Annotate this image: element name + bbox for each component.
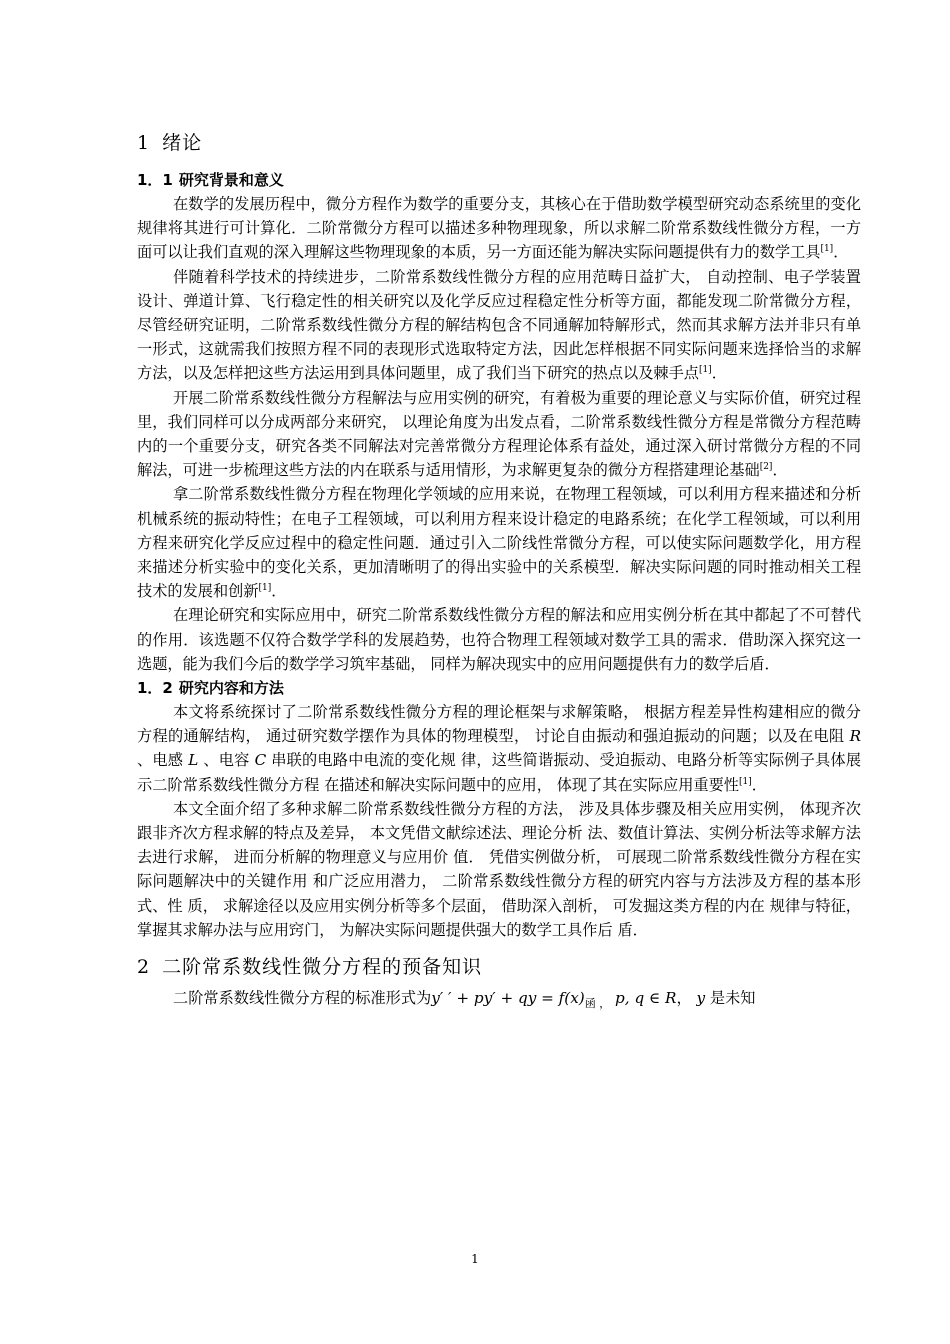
equation-subscript: 函 ，: [584, 997, 611, 1011]
paragraph-text: 、电感: [137, 751, 189, 770]
section-1-heading: [137, 128, 861, 158]
paragraph: [137, 386, 861, 483]
paragraph: [137, 700, 861, 797]
paragraph-text: 、电容: [198, 751, 255, 770]
paragraph-text: 是未知: [705, 989, 756, 1008]
equation: y′ ′ + py′ + qy = f(x): [431, 989, 585, 1008]
equation-condition: p, q ∈ R: [610, 989, 677, 1008]
paragraph: [137, 482, 861, 603]
math-variable-c: C: [254, 751, 267, 770]
section-number: 1: [137, 132, 151, 154]
punctuation: ．: [711, 364, 727, 383]
paragraph: [137, 265, 861, 386]
paragraph-text: 二阶常系数线性微分方程的标准形式为: [173, 989, 432, 1008]
subsection-1-2-heading: [137, 676, 861, 700]
punctuation: ．: [833, 243, 849, 262]
paragraph-text: 本文全面介绍了多种求解二阶常系数线性微分方程的方法， 涉及具体步骤及相关应用实例， 体现齐次跟非齐次方程求解的特点及差异， 本文凭借文献综述法、理论分析 法、数值计算法、实例分析法等求解方法去进行求解， 进而分析解的物理意义与应用价 值． 凭借实例做分析， 可展现二阶常系数线性微分方程在实际问题解决中的关键作用 和广泛应用潜力， 二阶常系数线性微分方程的研究内容与方法涉及方程的基本形式、性 质， 求解途径以及应用实例分析等多个层面， 借助深入剖析， 可发掘这类方程的内在 规律与特征， 掌握其求解办法与应用窍门， 为解决实际问题提供强大的数学工具作后 盾．: [137, 799, 861, 939]
paragraph-text: 伴随着科学技术的持续进步，二阶常系数线性微分方程的应用范畴日益扩大， 自动控制、电子学装置设计、弹道计算、飞行稳定性的相关研究以及化学反应过程稳定性分析等方面，都能发现二阶常微分方程，尽管经研究证明，二阶常系数线性微分方程的解结构包含不同通解加特解形式，然而其求解方法并非只有单一形式，这就需我们按照方程不同的表现形式选取特定方法，因此怎样根据不同实际问题来选择恰当的求解方法，以及怎样把这些方法运用到具体问题里，成了我们当下研究的热点以及棘手点: [137, 267, 861, 383]
section-title: 绪论: [162, 132, 203, 154]
paragraph-text: 在理论研究和实际应用中，研究二阶常系数线性微分方程的解法和应用实例分析在其中都起了不可替代的作用．该选题不仅符合数学学科的发展趋势，也符合物理工程领域对数学工具的需求．借助深入探究这一选题，能为我们今后的数学学习筑牢基础， 同样为解决现实中的应用问题提供有力的数学后盾．: [137, 606, 861, 673]
paragraph: [137, 986, 861, 1016]
subsection-title: 研究背景和意义: [178, 171, 284, 189]
math-variable-r: R: [849, 727, 861, 746]
section-number: 2: [137, 956, 151, 979]
paragraph: [137, 192, 861, 265]
page-number: 1: [471, 1252, 479, 1266]
subsection-number: 1．2: [137, 679, 173, 698]
paragraph-text: 开展二阶常系数线性微分方程解法与应用实例的研究，有着极为重要的理论意义与实际价值，研究过程里，我们同样可以分成两部分来研究， 以理论角度为出发点看，二阶常系数线性微分方程是常微分方程范畴内的一个重要分支，研究各类不同解法对完善常微分方程理论体系有益处，通过深入研讨常微分方程的不同解法，可进一步梳理这些方法的内在联系与适用情形，为求解更复杂的微分方程搭建理论基础: [137, 388, 861, 480]
citation: [2]: [759, 462, 773, 473]
paragraph-text: 拿二阶常系数线性微分方程在物理化学领域的应用来说，在物理工程领域，可以利用方程来描述和分析机械系统的振动特性；在电子工程领域，可以利用方程来设计稳定的电路系统；在化学工程领域，可以利用方程来研究化学反应过程中的稳定性问题．通过引入二阶线性常微分方程，可以使实际问题数学化，用方程来描述分析实验中的变化关系，更加清晰明了的得出实验中的关系模型．解决实际问题的同时推动相关工程技术的发展和创新: [137, 485, 861, 601]
citation: [1]: [820, 244, 834, 255]
citation: [1]: [738, 776, 752, 787]
subsection-1-1-heading: [137, 168, 861, 192]
citation: [1]: [698, 365, 712, 376]
punctuation: ．: [751, 775, 767, 794]
punctuation: ．: [271, 582, 287, 601]
subsection-number: 1．1: [137, 171, 173, 189]
punctuation: ．: [772, 461, 788, 480]
math-variable-y: y: [696, 989, 706, 1008]
section-title: 二阶常系数线性微分方程的预备知识: [162, 956, 483, 979]
paragraph-text: 串联的电路中电流的变化规 律，这些简谐振动、受迫振动、电路分析等实际例子具体展示二阶常系数线性微分方程 在描述和解决实际问题中的应用， 体现了其在实际应用重要性: [137, 751, 862, 794]
citation: [1]: [258, 583, 272, 594]
paragraph-text: 本文将系统探讨了二阶常系数线性微分方程的理论框架与求解策略， 根据方程差异性构建相应的微分方程的通解结构， 通过研究数学摆作为具体的物理模型， 讨论自由振动和强迫振动的问题；以及在电阻: [137, 703, 861, 746]
section-2-heading: [137, 952, 861, 982]
paragraph: [137, 603, 861, 676]
punctuation: ，: [676, 989, 697, 1008]
paragraph-text: 在数学的发展历程中，微分方程作为数学的重要分支，其核心在于借助数学模型研究动态系统里的变化规律将其进行可计算化．二阶常微分方程可以描述多种物理现象，所以求解二阶常系数线性微分方程，一方面可以让我们直观的深入理解这些物理现象的本质，另一方面还能为解决实际问题提供有力的数学工具: [137, 195, 861, 262]
paragraph: [137, 797, 861, 942]
page-content: [137, 124, 861, 1016]
math-variable-l: L: [188, 751, 199, 770]
subsection-title: 研究内容和方法: [178, 679, 284, 698]
